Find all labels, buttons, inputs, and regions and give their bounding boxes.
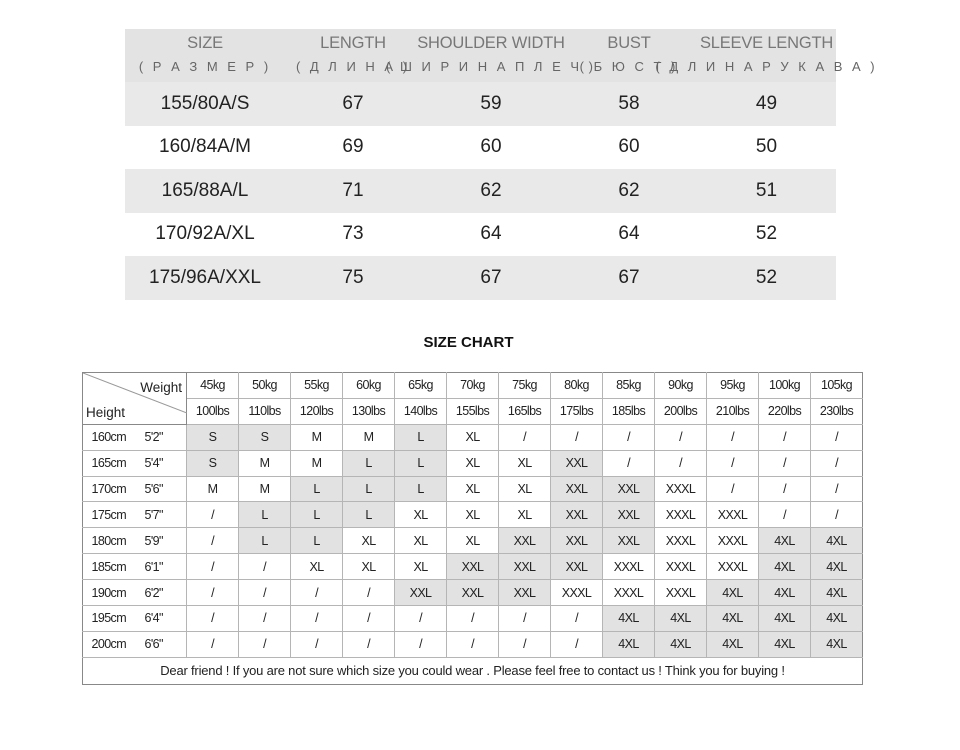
note-row xyxy=(83,657,863,684)
size-cell: XXXL xyxy=(655,554,707,580)
size-cell: L xyxy=(395,450,447,476)
size-cell: 4XL xyxy=(811,580,863,606)
height-ft-cell: 6'1" xyxy=(135,554,187,580)
size-cell: XXXL xyxy=(707,502,759,528)
weight-lbs-cell: 110lbs xyxy=(239,398,291,424)
size-cell: / xyxy=(759,502,811,528)
weight-kg-cell: 100kg xyxy=(759,373,811,399)
height-cm-cell: 200cm xyxy=(83,631,135,657)
shoulder-cell: 60 xyxy=(480,136,502,158)
height-ft-cell: 5'4" xyxy=(135,450,187,476)
bust-cell: 58 xyxy=(618,92,640,114)
measurement-table xyxy=(125,29,878,300)
weight-kg-cell: 50kg xyxy=(239,373,291,399)
sleeve-cell: 52 xyxy=(755,266,778,288)
size-cell: 4XL xyxy=(811,606,863,632)
size-cell: XXL xyxy=(551,528,603,554)
size-cell: XL xyxy=(395,554,447,580)
size-cell: 4XL xyxy=(811,528,863,554)
size-cell: XL xyxy=(447,476,499,502)
size-cell: L xyxy=(343,502,395,528)
length-cell: 75 xyxy=(342,266,364,288)
size-cell: / xyxy=(343,606,395,632)
size-cell: L xyxy=(395,476,447,502)
size-cell: / xyxy=(811,450,863,476)
header-length xyxy=(285,29,421,82)
size-cell: / xyxy=(655,450,707,476)
size-cell: / xyxy=(551,606,603,632)
weight-kg-cell: 65kg xyxy=(395,373,447,399)
shoulder-cell: 64 xyxy=(480,223,502,245)
weight-label: Weight xyxy=(140,380,182,395)
header-shoulder-ru: ( Ш И Р И Н А П Л Е Ч ) xyxy=(386,59,596,74)
header-length-en: LENGTH xyxy=(320,34,386,52)
size-cell: XXXL xyxy=(603,580,655,606)
size-cell: / xyxy=(187,606,239,632)
size-cell: 165/88A/L xyxy=(161,179,249,201)
height-cm-cell: 180cm xyxy=(83,528,135,554)
size-cell: XL xyxy=(343,554,395,580)
size-cell: XXL xyxy=(551,450,603,476)
height-ft-cell: 5'6" xyxy=(135,476,187,502)
length-cell: 73 xyxy=(342,223,364,245)
measurement-row xyxy=(125,256,836,300)
size-cell: / xyxy=(707,424,759,450)
height-cm-cell: 170cm xyxy=(83,476,135,502)
height-row xyxy=(83,580,863,606)
height-row xyxy=(83,631,863,657)
size-cell: XL xyxy=(447,502,499,528)
size-cell: 4XL xyxy=(707,606,759,632)
sleeve-cell: 50 xyxy=(755,136,778,158)
weight-lbs-cell: 185lbs xyxy=(603,398,655,424)
measurement-row xyxy=(125,126,836,170)
size-cell: L xyxy=(239,528,291,554)
grid-body xyxy=(83,424,863,684)
weight-kg-cell: 80kg xyxy=(551,373,603,399)
size-cell: 175/96A/XXL xyxy=(149,266,261,288)
header-bust xyxy=(561,29,697,82)
height-row xyxy=(83,554,863,580)
size-cell: / xyxy=(187,580,239,606)
size-cell: / xyxy=(187,528,239,554)
weight-kg-cell: 85kg xyxy=(603,373,655,399)
size-cell: / xyxy=(343,631,395,657)
size-cell: 4XL xyxy=(759,528,811,554)
shoulder-cell: 62 xyxy=(480,179,502,201)
size-cell: 4XL xyxy=(811,631,863,657)
size-cell: XXXL xyxy=(655,476,707,502)
size-cell: / xyxy=(187,502,239,528)
size-cell: S xyxy=(239,424,291,450)
size-cell: L xyxy=(343,450,395,476)
height-row xyxy=(83,424,863,450)
measurement-row xyxy=(125,82,836,126)
header-sleeve-length xyxy=(655,29,878,82)
size-cell: M xyxy=(291,424,343,450)
size-cell: / xyxy=(603,424,655,450)
size-cell: / xyxy=(239,580,291,606)
size-cell: XXXL xyxy=(707,528,759,554)
header-length-ru: ( Д Л И Н А ) xyxy=(295,59,411,74)
weight-kg-row xyxy=(83,373,863,399)
height-ft-cell: 6'4" xyxy=(135,606,187,632)
size-cell: L xyxy=(239,502,291,528)
weight-lbs-cell: 120lbs xyxy=(291,398,343,424)
size-cell: / xyxy=(291,631,343,657)
size-cell: 4XL xyxy=(759,631,811,657)
size-chart-grid xyxy=(82,372,863,685)
height-cm-cell: 190cm xyxy=(83,580,135,606)
size-cell: XXL xyxy=(499,528,551,554)
size-cell: XL xyxy=(291,554,343,580)
size-cell: / xyxy=(447,631,499,657)
size-cell: M xyxy=(187,476,239,502)
weight-kg-cell: 75kg xyxy=(499,373,551,399)
height-ft-cell: 6'6" xyxy=(135,631,187,657)
weight-lbs-cell: 210lbs xyxy=(707,398,759,424)
size-cell: XXL xyxy=(395,580,447,606)
weight-lbs-cell: 200lbs xyxy=(655,398,707,424)
height-cm-cell: 195cm xyxy=(83,606,135,632)
size-cell: 155/80A/S xyxy=(160,92,250,114)
size-cell: L xyxy=(291,476,343,502)
size-cell: / xyxy=(499,631,551,657)
height-row xyxy=(83,476,863,502)
size-cell: M xyxy=(291,450,343,476)
size-cell: XXL xyxy=(551,476,603,502)
weight-lbs-cell: 100lbs xyxy=(187,398,239,424)
size-cell: XXXL xyxy=(655,580,707,606)
weight-lbs-cell: 165lbs xyxy=(499,398,551,424)
size-cell: / xyxy=(759,476,811,502)
height-cm-cell: 160cm xyxy=(83,424,135,450)
size-cell: XXXL xyxy=(707,554,759,580)
header-size-en: SIZE xyxy=(187,34,223,52)
size-cell: / xyxy=(499,606,551,632)
sleeve-cell: 49 xyxy=(755,92,778,114)
weight-lbs-cell: 175lbs xyxy=(551,398,603,424)
size-cell: / xyxy=(811,424,863,450)
height-cm-cell: 185cm xyxy=(83,554,135,580)
length-cell: 69 xyxy=(342,136,364,158)
height-cm-cell: 175cm xyxy=(83,502,135,528)
size-cell: M xyxy=(239,476,291,502)
size-cell: 4XL xyxy=(707,631,759,657)
size-cell: 4XL xyxy=(603,631,655,657)
length-cell: 71 xyxy=(342,179,364,201)
size-cell: XXL xyxy=(551,502,603,528)
size-cell: L xyxy=(291,502,343,528)
size-cell: M xyxy=(343,424,395,450)
shoulder-cell: 67 xyxy=(480,266,502,288)
size-cell: 170/92A/XL xyxy=(155,223,255,245)
size-cell: / xyxy=(187,554,239,580)
weight-kg-cell: 95kg xyxy=(707,373,759,399)
size-cell: XXL xyxy=(447,580,499,606)
weight-lbs-cell: 155lbs xyxy=(447,398,499,424)
size-cell: S xyxy=(187,424,239,450)
size-cell: / xyxy=(759,450,811,476)
weight-lbs-cell: 220lbs xyxy=(759,398,811,424)
header-sleeve-ru: ( Д Л И Н А Р У К А В А ) xyxy=(655,59,878,74)
size-cell: XXXL xyxy=(655,502,707,528)
weight-kg-cell: 70kg xyxy=(447,373,499,399)
weight-lbs-cell: 230lbs xyxy=(811,398,863,424)
size-cell: / xyxy=(395,631,447,657)
size-cell: / xyxy=(187,631,239,657)
grid-corner xyxy=(83,373,187,425)
size-cell: / xyxy=(239,554,291,580)
size-cell: / xyxy=(707,476,759,502)
weight-kg-cell: 105kg xyxy=(811,373,863,399)
size-cell: / xyxy=(603,450,655,476)
size-cell: / xyxy=(239,606,291,632)
size-cell: XL xyxy=(499,450,551,476)
size-cell: L xyxy=(291,528,343,554)
measurement-header-row xyxy=(125,29,878,82)
size-cell: / xyxy=(759,424,811,450)
contact-note: Dear friend ! If you are not sure which size you could wear . Please feel free to contact us ! Think you for buying ! xyxy=(83,657,863,684)
weight-kg-cell: 45kg xyxy=(187,373,239,399)
size-cell: L xyxy=(343,476,395,502)
header-bust-ru: ( Б Ю С Т ) xyxy=(579,59,679,74)
size-cell: 4XL xyxy=(759,580,811,606)
sleeve-cell: 52 xyxy=(755,223,778,245)
size-cell: XL xyxy=(447,424,499,450)
size-cell: / xyxy=(499,424,551,450)
bust-cell: 60 xyxy=(618,136,640,158)
measurement-row xyxy=(125,213,836,257)
header-shoulder-en: SHOULDER WIDTH xyxy=(417,34,565,52)
size-cell: XXXL xyxy=(603,554,655,580)
size-cell: M xyxy=(239,450,291,476)
size-cell: / xyxy=(551,631,603,657)
height-label: Height xyxy=(86,404,126,420)
weight-lbs-row xyxy=(83,398,863,424)
size-cell: XXXL xyxy=(655,528,707,554)
bust-cell: 67 xyxy=(618,266,640,288)
height-ft-cell: 5'9" xyxy=(135,528,187,554)
weight-kg-cell: 90kg xyxy=(655,373,707,399)
size-cell: XXL xyxy=(603,502,655,528)
size-cell: 160/84A/M xyxy=(159,136,251,158)
shoulder-cell: 59 xyxy=(480,92,502,114)
size-cell: / xyxy=(291,606,343,632)
header-size-ru: ( Р А З М Е Р ) xyxy=(138,59,272,74)
size-cell: XXL xyxy=(551,554,603,580)
size-cell: / xyxy=(343,580,395,606)
size-cell: XL xyxy=(395,502,447,528)
size-cell: XXL xyxy=(603,476,655,502)
size-cell: / xyxy=(811,502,863,528)
size-cell: XL xyxy=(447,450,499,476)
size-cell: / xyxy=(291,580,343,606)
header-size xyxy=(125,29,285,82)
size-cell: / xyxy=(707,450,759,476)
size-cell: / xyxy=(447,606,499,632)
header-sleeve-en: SLEEVE LENGTH xyxy=(699,34,834,52)
size-cell: 4XL xyxy=(603,606,655,632)
height-row xyxy=(83,606,863,632)
size-cell: XL xyxy=(499,476,551,502)
size-cell: / xyxy=(811,476,863,502)
sleeve-cell: 51 xyxy=(755,179,778,201)
size-cell: XL xyxy=(395,528,447,554)
size-cell: 4XL xyxy=(759,606,811,632)
height-cm-cell: 165cm xyxy=(83,450,135,476)
height-ft-cell: 6'2" xyxy=(135,580,187,606)
height-row xyxy=(83,450,863,476)
size-cell: 4XL xyxy=(759,554,811,580)
height-row xyxy=(83,528,863,554)
size-cell: XL xyxy=(343,528,395,554)
size-cell: 4XL xyxy=(811,554,863,580)
size-cell: / xyxy=(655,424,707,450)
size-cell: XXL xyxy=(499,580,551,606)
size-cell: / xyxy=(239,631,291,657)
weight-kg-cell: 55kg xyxy=(291,373,343,399)
measurement-row xyxy=(125,169,836,213)
size-cell: XXL xyxy=(447,554,499,580)
size-cell: XXL xyxy=(603,528,655,554)
weight-kg-cell: 60kg xyxy=(343,373,395,399)
size-cell: XL xyxy=(499,502,551,528)
size-cell: XL xyxy=(447,528,499,554)
size-cell: L xyxy=(395,424,447,450)
size-cell: XXL xyxy=(499,554,551,580)
size-cell: / xyxy=(395,606,447,632)
height-ft-cell: 5'7" xyxy=(135,502,187,528)
header-bust-en: BUST xyxy=(607,34,651,52)
size-cell: 4XL xyxy=(707,580,759,606)
weight-lbs-cell: 130lbs xyxy=(343,398,395,424)
bust-cell: 64 xyxy=(618,223,640,245)
height-ft-cell: 5'2" xyxy=(135,424,187,450)
size-cell: / xyxy=(551,424,603,450)
size-cell: XXXL xyxy=(551,580,603,606)
weight-lbs-cell: 140lbs xyxy=(395,398,447,424)
bust-cell: 62 xyxy=(618,179,640,201)
header-shoulder-width xyxy=(386,29,596,82)
height-row xyxy=(83,502,863,528)
size-cell: S xyxy=(187,450,239,476)
size-chart-title: SIZE CHART xyxy=(423,334,514,351)
size-cell: 4XL xyxy=(655,631,707,657)
size-cell: 4XL xyxy=(655,606,707,632)
length-cell: 67 xyxy=(342,92,364,114)
